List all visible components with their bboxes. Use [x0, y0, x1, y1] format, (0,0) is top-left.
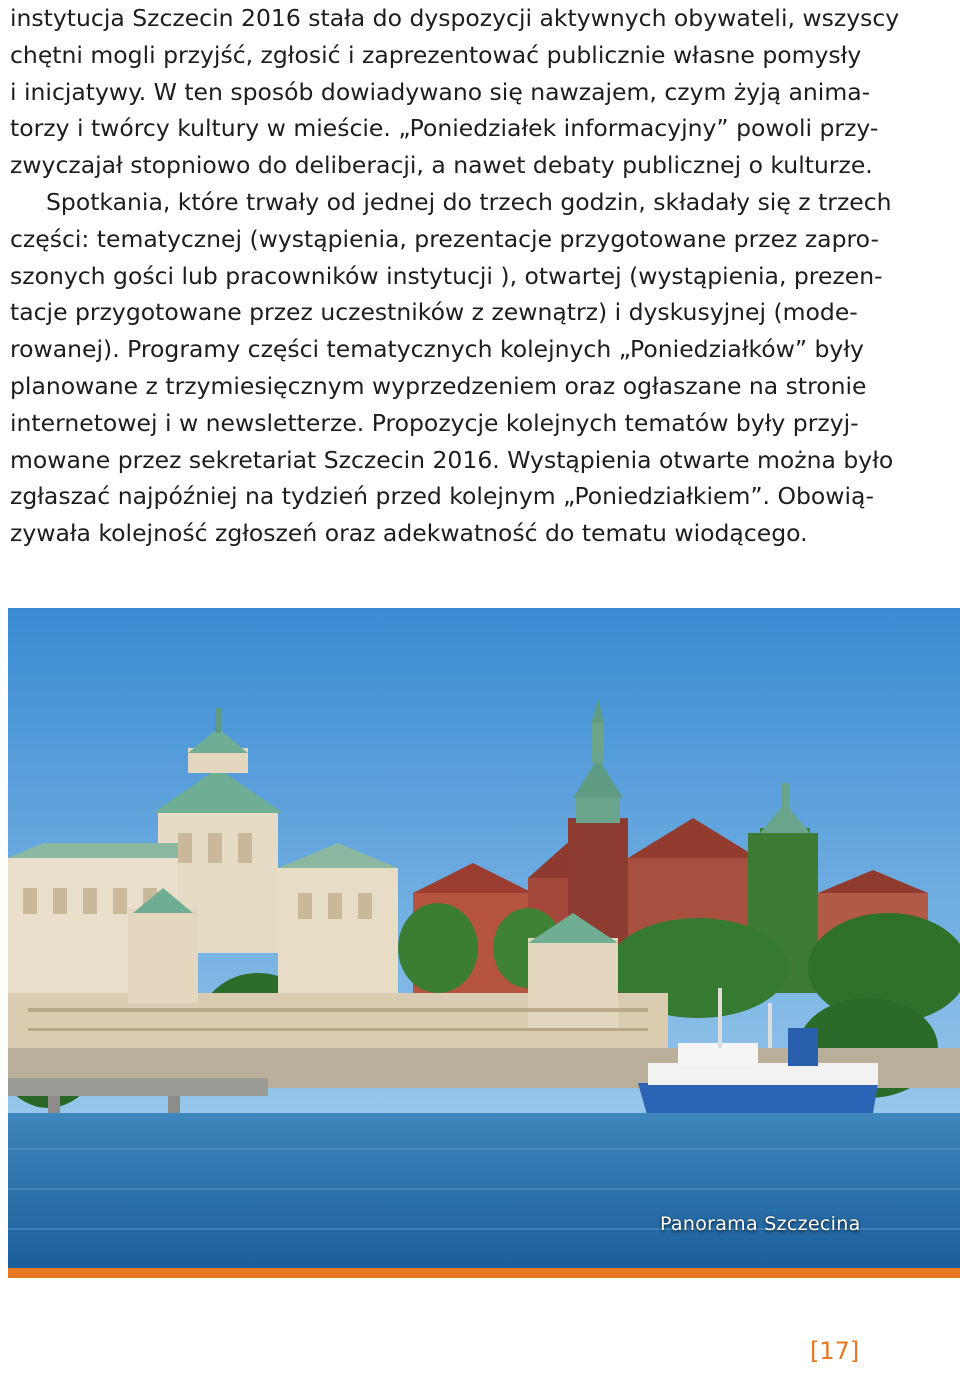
- photo-caption: Panorama Szczecina: [660, 1213, 861, 1235]
- text-line: zgłaszać najpóźniej na tydzień przed kolejnym „Poniedziałkiem”. Obowią-: [10, 482, 874, 511]
- river: [8, 1113, 960, 1268]
- orange-band: [8, 1268, 960, 1278]
- text-line: rowanej). Programy części tematycznych kolejnych „Poniedziałków” były: [10, 335, 864, 364]
- page-number: [17]: [810, 1337, 860, 1365]
- text-line: i inicjatywy. W ten sposób dowiadywano się nawzajem, czym żyją anima-: [10, 77, 871, 106]
- text-line: torzy i twórcy kultury w mieście. „Poniedziałek informacyjny” powoli przy-: [10, 114, 879, 143]
- text-line: zwyczajał stopniowo do deliberacji, a nawet debaty publicznej o kulturze.: [10, 151, 873, 180]
- text-line: tacje przygotowane przez uczestników z zewnątrz) i dyskusyjnej (mode-: [10, 298, 858, 327]
- article-text: [10, 0, 900, 552]
- text-line: internetowej i w newsletterze. Propozycje kolejnych tematów były przyj-: [10, 408, 859, 437]
- text-line: części: tematycznej (wystąpienia, prezentacje przygotowane przez zapro-: [10, 224, 879, 253]
- text-line: szonych gości lub pracowników instytucji ), otwartej (wystąpienia, prezen-: [10, 261, 883, 290]
- panorama-illustration: [8, 608, 960, 1278]
- paragraph-start-line: Spotkania, które trwały od jednej do trzech godzin, składały się z trzech: [46, 187, 892, 216]
- panorama-photo: [8, 608, 960, 1278]
- text-line: planowane z trzymiesięcznym wyprzedzeniem oraz ogłaszane na stronie: [10, 371, 867, 400]
- text-line: chętni mogli przyjść, zgłosić i zaprezentować publicznie własne pomysły: [10, 40, 862, 69]
- text-line: mowane przez sekretariat Szczecin 2016. Wystąpienia otwarte można było: [10, 445, 894, 474]
- text-line: instytucja Szczecin 2016 stała do dyspozycji aktywnych obywateli, wszyscy: [10, 4, 900, 32]
- text-line: zywała kolejność zgłoszeń oraz adekwatność do tematu wiodącego.: [10, 519, 808, 548]
